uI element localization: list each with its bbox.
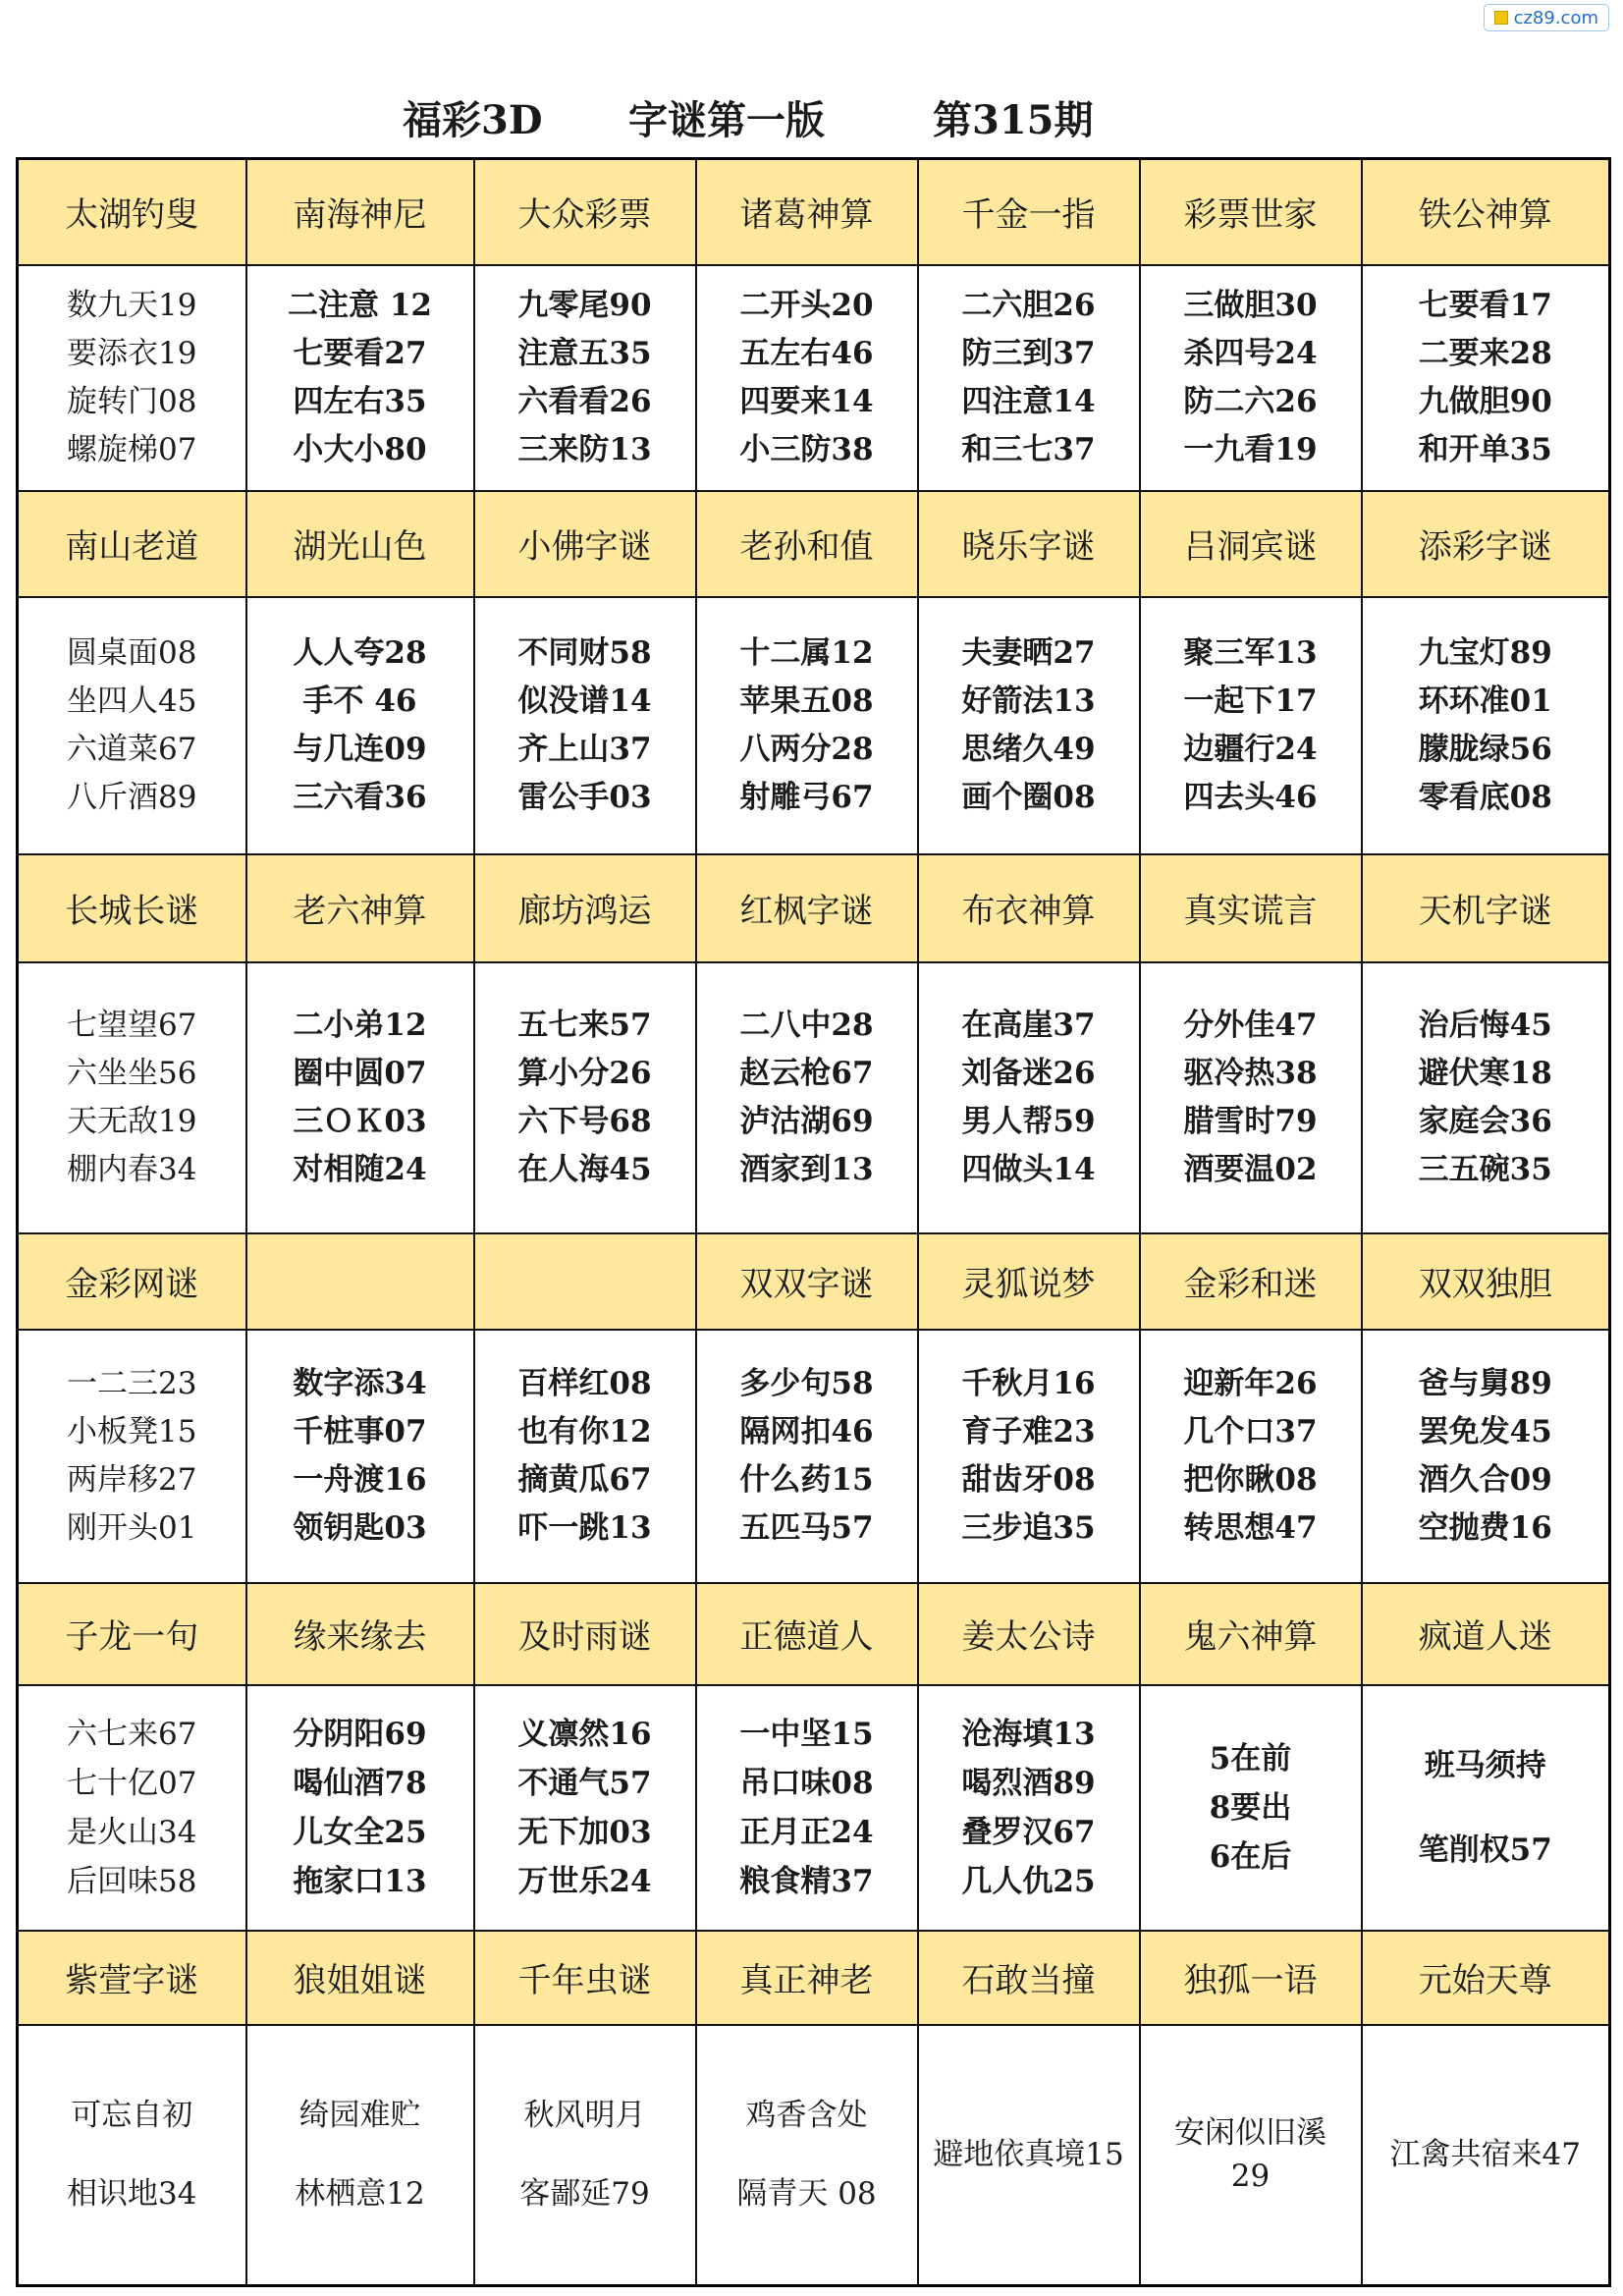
column-header: 真实谎言 bbox=[1140, 854, 1362, 962]
puzzle-line: 在高崖37 bbox=[961, 1007, 1096, 1043]
puzzle-line: 多少句58 bbox=[739, 1365, 874, 1401]
content-row bbox=[18, 597, 1610, 854]
column-header: 南海神尼 bbox=[246, 159, 474, 265]
content-row bbox=[18, 1685, 1610, 1931]
puzzle-line: 三来防13 bbox=[517, 431, 652, 467]
puzzle-line: 8要出 bbox=[1209, 1789, 1292, 1826]
puzzle-line: 5在前 bbox=[1209, 1740, 1292, 1777]
puzzle-cell bbox=[696, 265, 918, 491]
column-header: 吕洞宾谜 bbox=[1140, 491, 1362, 597]
puzzle-line: 几个口37 bbox=[1183, 1413, 1318, 1449]
column-header: 天机字谜 bbox=[1362, 854, 1610, 962]
puzzle-line: 腊雪时79 bbox=[1183, 1103, 1318, 1139]
puzzle-line: 似没谱14 bbox=[517, 683, 652, 719]
column-header: 双双字谜 bbox=[696, 1233, 918, 1330]
puzzle-line: 林栖意12 bbox=[295, 2176, 425, 2213]
puzzle-cell bbox=[696, 962, 918, 1233]
puzzle-line: 育子难23 bbox=[961, 1413, 1096, 1449]
column-header: 双双独胆 bbox=[1362, 1233, 1610, 1330]
line-gap bbox=[19, 2137, 245, 2172]
puzzle-line: 一中坚15 bbox=[739, 1716, 874, 1752]
puzzle-cell bbox=[18, 2025, 246, 2286]
puzzle-cell bbox=[18, 1685, 246, 1931]
puzzle-line: 六看看26 bbox=[517, 383, 652, 419]
puzzle-line: 要添衣19 bbox=[67, 335, 197, 371]
puzzle-line: 儿女全25 bbox=[293, 1814, 427, 1850]
puzzle-cell bbox=[18, 962, 246, 1233]
puzzle-line: 六道菜67 bbox=[67, 731, 197, 767]
puzzle-line: 六七来67 bbox=[67, 1716, 197, 1752]
puzzle-line: 领钥匙03 bbox=[293, 1509, 427, 1546]
watermark-badge bbox=[1484, 4, 1609, 31]
puzzle-line: 四去头46 bbox=[1183, 779, 1318, 815]
column-header: 千金一指 bbox=[918, 159, 1140, 265]
puzzle-line: 三做胆30 bbox=[1183, 287, 1318, 323]
content-row bbox=[18, 1330, 1610, 1583]
puzzle-cell bbox=[246, 597, 474, 854]
puzzle-line: 江禽共宿来47 bbox=[1389, 2137, 1581, 2173]
puzzle-line: 秋风明月 bbox=[523, 2098, 646, 2134]
puzzle-cell bbox=[18, 265, 246, 491]
puzzle-line: 万世乐24 bbox=[517, 1863, 652, 1899]
column-header: 小佛字谜 bbox=[474, 491, 696, 597]
puzzle-line: 分阴阳69 bbox=[293, 1716, 427, 1752]
line-gap bbox=[475, 2137, 695, 2172]
column-header: 狼姐姐谜 bbox=[246, 1931, 474, 2025]
puzzle-line: 六坐坐56 bbox=[67, 1055, 197, 1091]
puzzle-cell bbox=[1140, 265, 1362, 491]
puzzle-line: 迎新年26 bbox=[1183, 1365, 1318, 1401]
puzzle-cell bbox=[1362, 962, 1610, 1233]
puzzle-line: 鸡香含处 bbox=[745, 2098, 868, 2134]
puzzle-line: 八斤酒89 bbox=[67, 779, 197, 815]
puzzle-line: 四要来14 bbox=[739, 383, 874, 419]
puzzle-line: 旋转门08 bbox=[67, 383, 197, 419]
puzzle-line: 酒久合09 bbox=[1418, 1461, 1552, 1498]
puzzle-line: 与几连09 bbox=[293, 731, 427, 767]
puzzle-cell bbox=[474, 1685, 696, 1931]
column-header: 缘来缘去 bbox=[246, 1583, 474, 1685]
puzzle-line: 粮食精37 bbox=[739, 1863, 874, 1899]
puzzle-line: 四注意14 bbox=[961, 383, 1096, 419]
puzzle-line: 刚开头01 bbox=[67, 1509, 197, 1546]
puzzle-line: 防二六26 bbox=[1183, 383, 1318, 419]
puzzle-line: 五匹马57 bbox=[739, 1509, 874, 1546]
puzzle-line: 二六胆26 bbox=[961, 287, 1096, 323]
puzzle-line: 绮园难贮 bbox=[298, 2098, 421, 2134]
puzzle-line: 转思想47 bbox=[1183, 1509, 1318, 1546]
column-header: 元始天尊 bbox=[1362, 1931, 1610, 2025]
puzzle-cell bbox=[246, 2025, 474, 2286]
puzzle-line: 驱冷热38 bbox=[1183, 1055, 1318, 1091]
puzzle-line: 四左右35 bbox=[293, 383, 427, 419]
puzzle-line: 九零尾90 bbox=[517, 287, 652, 323]
puzzle-line: 喝烈酒89 bbox=[961, 1765, 1096, 1801]
column-header: 疯道人迷 bbox=[1362, 1583, 1610, 1685]
puzzle-line: 九宝灯89 bbox=[1418, 634, 1552, 671]
column-header: 诸葛神算 bbox=[696, 159, 918, 265]
puzzle-line: 二开头20 bbox=[739, 287, 874, 323]
puzzle-line: 朦胧绿56 bbox=[1418, 731, 1552, 767]
puzzle-line: 家庭会36 bbox=[1418, 1103, 1552, 1139]
content-row bbox=[18, 962, 1610, 1233]
puzzle-cell bbox=[246, 1685, 474, 1931]
puzzle-cell bbox=[1140, 1685, 1362, 1931]
column-header: 南山老道 bbox=[18, 491, 246, 597]
column-header: 铁公神算 bbox=[1362, 159, 1610, 265]
column-header: 正德道人 bbox=[696, 1583, 918, 1685]
puzzle-cell bbox=[1140, 2025, 1362, 2286]
puzzle-grid bbox=[16, 157, 1611, 2287]
puzzle-line: 千秋月16 bbox=[961, 1365, 1096, 1401]
puzzle-line: 夫妻晒27 bbox=[961, 634, 1096, 671]
puzzle-line: 七要看17 bbox=[1418, 287, 1552, 323]
puzzle-line: 空抛费16 bbox=[1418, 1509, 1552, 1546]
puzzle-line: 苹果五08 bbox=[739, 683, 874, 719]
puzzle-line: 画个圈08 bbox=[961, 779, 1096, 815]
column-header: 石敢当撞 bbox=[918, 1931, 1140, 2025]
puzzle-line: 一二三23 bbox=[67, 1365, 197, 1401]
column-header: 紫萱字谜 bbox=[18, 1931, 246, 2025]
watermark-text: cz89.com bbox=[1513, 7, 1598, 28]
puzzle-line: 爸与舅89 bbox=[1418, 1365, 1552, 1401]
column-header: 红枫字谜 bbox=[696, 854, 918, 962]
puzzle-line: 班马须持 bbox=[1424, 1747, 1546, 1783]
puzzle-line: 隔青天 08 bbox=[736, 2176, 877, 2213]
puzzle-line: 一舟渡16 bbox=[293, 1461, 427, 1498]
puzzle-line: 二小弟12 bbox=[293, 1007, 427, 1043]
puzzle-line: 人人夸28 bbox=[293, 634, 427, 671]
column-header: 添彩字谜 bbox=[1362, 491, 1610, 597]
puzzle-cell bbox=[1140, 1330, 1362, 1583]
header-row bbox=[18, 1931, 1610, 2025]
puzzle-line: 思绪久49 bbox=[961, 731, 1096, 767]
puzzle-line: 是火山34 bbox=[67, 1814, 197, 1850]
column-header: 独孤一语 bbox=[1140, 1931, 1362, 2025]
puzzle-cell bbox=[696, 1685, 918, 1931]
title-name: 字谜第一版 bbox=[628, 96, 825, 143]
puzzle-line: 摘黄瓜67 bbox=[517, 1461, 652, 1498]
puzzle-line: 七十亿07 bbox=[67, 1765, 197, 1801]
puzzle-line: 千桩事07 bbox=[293, 1413, 427, 1449]
puzzle-line: 隔网扣46 bbox=[739, 1413, 874, 1449]
column-header: 长城长谜 bbox=[18, 854, 246, 962]
header-row bbox=[18, 491, 1610, 597]
puzzle-line: 齐上山37 bbox=[517, 731, 652, 767]
column-header: 千年虫谜 bbox=[474, 1931, 696, 2025]
puzzle-cell bbox=[18, 597, 246, 854]
puzzle-line: 什么药15 bbox=[739, 1461, 874, 1498]
puzzle-line: 棚内春34 bbox=[67, 1151, 197, 1187]
puzzle-line: 不通气57 bbox=[517, 1765, 652, 1801]
puzzle-line: 可忘自初 bbox=[71, 2098, 193, 2134]
puzzle-line: 七望望67 bbox=[67, 1007, 197, 1043]
column-header: 灵狐说梦 bbox=[918, 1233, 1140, 1330]
title-issue: 第315期 bbox=[933, 96, 1094, 143]
puzzle-line: 螺旋梯07 bbox=[67, 431, 197, 467]
column-header: 布衣神算 bbox=[918, 854, 1140, 962]
puzzle-line: 吊口味08 bbox=[739, 1765, 874, 1801]
puzzle-line: 三步追35 bbox=[961, 1509, 1096, 1546]
column-header: 晓乐字谜 bbox=[918, 491, 1140, 597]
column-header: 彩票世家 bbox=[1140, 159, 1362, 265]
puzzle-line: 一起下17 bbox=[1183, 683, 1318, 719]
puzzle-line: 小三防38 bbox=[739, 431, 874, 467]
puzzle-cell bbox=[696, 1330, 918, 1583]
puzzle-line: 防三到37 bbox=[961, 335, 1096, 371]
puzzle-line: 甜齿牙08 bbox=[961, 1461, 1096, 1498]
page-title bbox=[403, 86, 1129, 147]
column-header: 大众彩票 bbox=[474, 159, 696, 265]
puzzle-line: 吓一跳13 bbox=[517, 1509, 652, 1546]
column-header: 金彩和迷 bbox=[1140, 1233, 1362, 1330]
puzzle-cell bbox=[696, 2025, 918, 2286]
column-header: 老六神算 bbox=[246, 854, 474, 962]
site-logo-icon bbox=[1494, 11, 1508, 25]
header-row bbox=[18, 1583, 1610, 1685]
puzzle-cell bbox=[474, 962, 696, 1233]
puzzle-cell bbox=[474, 1330, 696, 1583]
puzzle-line: 小板凳15 bbox=[67, 1413, 197, 1449]
puzzle-line: 七要看27 bbox=[293, 335, 427, 371]
puzzle-line: 手不 46 bbox=[302, 683, 417, 719]
puzzle-line: 不同财58 bbox=[517, 634, 652, 671]
column-header bbox=[246, 1233, 474, 1330]
puzzle-line: 正月正24 bbox=[739, 1814, 874, 1850]
puzzle-line: 泸沽湖69 bbox=[739, 1103, 874, 1139]
puzzle-line: 五左右46 bbox=[739, 335, 874, 371]
puzzle-cell bbox=[918, 1330, 1140, 1583]
puzzle-line: 酒家到13 bbox=[739, 1151, 874, 1187]
line-gap bbox=[697, 2137, 917, 2172]
column-header: 真正神老 bbox=[696, 1931, 918, 2025]
puzzle-line: 圆桌面08 bbox=[67, 634, 197, 671]
column-header: 湖光山色 bbox=[246, 491, 474, 597]
puzzle-line: 二八中28 bbox=[739, 1007, 874, 1043]
puzzle-line: 射雕弓67 bbox=[739, 779, 874, 815]
content-row bbox=[18, 2025, 1610, 2286]
puzzle-line: 两岸移27 bbox=[67, 1461, 197, 1498]
puzzle-cell bbox=[918, 1685, 1140, 1931]
puzzle-line: 天无敌19 bbox=[67, 1103, 197, 1139]
puzzle-line: 百样红08 bbox=[517, 1365, 652, 1401]
column-header: 及时雨谜 bbox=[474, 1583, 696, 1685]
puzzle-line: 杀四号24 bbox=[1183, 335, 1318, 371]
puzzle-line: 八两分28 bbox=[739, 731, 874, 767]
puzzle-cell bbox=[1362, 2025, 1610, 2286]
column-header bbox=[474, 1233, 696, 1330]
puzzle-line: 四做头14 bbox=[961, 1151, 1096, 1187]
puzzle-line: 聚三军13 bbox=[1183, 634, 1318, 671]
puzzle-line: 相识地34 bbox=[67, 2176, 197, 2213]
puzzle-line: 十二属12 bbox=[739, 634, 874, 671]
puzzle-line: 九做胆90 bbox=[1418, 383, 1552, 419]
puzzle-line: 避伏寒18 bbox=[1418, 1055, 1552, 1091]
header-row bbox=[18, 854, 1610, 962]
puzzle-line: 边疆行24 bbox=[1183, 731, 1318, 767]
puzzle-line: 客鄙延79 bbox=[519, 2176, 650, 2213]
title-lottery: 福彩3D bbox=[403, 96, 543, 143]
puzzle-cell bbox=[474, 597, 696, 854]
puzzle-cell bbox=[918, 265, 1140, 491]
puzzle-line: 叠罗汉67 bbox=[961, 1814, 1096, 1850]
puzzle-line: 6在后 bbox=[1209, 1838, 1292, 1875]
puzzle-cell bbox=[246, 962, 474, 1233]
column-header: 廊坊鸿运 bbox=[474, 854, 696, 962]
puzzle-line: 三五碗35 bbox=[1418, 1151, 1552, 1187]
puzzle-cell bbox=[1362, 1330, 1610, 1583]
puzzle-line: 分外佳47 bbox=[1183, 1007, 1318, 1043]
puzzle-line: 酒要温02 bbox=[1183, 1151, 1318, 1187]
puzzle-cell bbox=[246, 1330, 474, 1583]
puzzle-cell bbox=[246, 265, 474, 491]
puzzle-line: 安闲似旧溪 bbox=[1174, 2115, 1326, 2152]
puzzle-line: 圈中圆07 bbox=[293, 1055, 427, 1091]
puzzle-line: 治后悔45 bbox=[1418, 1007, 1552, 1043]
puzzle-line: 注意五35 bbox=[517, 335, 652, 371]
column-header: 金彩网谜 bbox=[18, 1233, 246, 1330]
puzzle-line: 三ＯＫ03 bbox=[293, 1103, 427, 1139]
puzzle-line: 几人仇25 bbox=[961, 1863, 1096, 1899]
puzzle-line: 笔削权57 bbox=[1418, 1831, 1552, 1868]
puzzle-line: 好箭法13 bbox=[961, 683, 1096, 719]
puzzle-line: 二要来28 bbox=[1418, 335, 1552, 371]
puzzle-line: 义凛然16 bbox=[517, 1716, 652, 1752]
header-row bbox=[18, 1233, 1610, 1330]
puzzle-cell bbox=[1362, 597, 1610, 854]
puzzle-cell bbox=[18, 1330, 246, 1583]
puzzle-cell bbox=[696, 597, 918, 854]
puzzle-cell bbox=[1362, 265, 1610, 491]
puzzle-cell bbox=[474, 2025, 696, 2286]
puzzle-line: 无下加03 bbox=[517, 1814, 652, 1850]
puzzle-cell bbox=[918, 597, 1140, 854]
puzzle-line: 坐四人45 bbox=[67, 683, 197, 719]
puzzle-line: 雷公手03 bbox=[517, 779, 652, 815]
puzzle-line: 29 bbox=[1230, 2159, 1271, 2195]
puzzle-cell bbox=[918, 962, 1140, 1233]
puzzle-line: 数字添34 bbox=[293, 1365, 427, 1401]
line-gap bbox=[1363, 1790, 1609, 1826]
column-header: 老孙和值 bbox=[696, 491, 918, 597]
puzzle-line: 拖家口13 bbox=[293, 1863, 427, 1899]
puzzle-line: 五七来57 bbox=[517, 1007, 652, 1043]
column-header: 太湖钓叟 bbox=[18, 159, 246, 265]
puzzle-line: 环环准01 bbox=[1418, 683, 1552, 719]
puzzle-line: 刘备迷26 bbox=[961, 1055, 1096, 1091]
line-gap bbox=[247, 2137, 473, 2172]
puzzle-line: 对相随24 bbox=[293, 1151, 427, 1187]
puzzle-line: 赵云枪67 bbox=[739, 1055, 874, 1091]
puzzle-line: 一九看19 bbox=[1183, 431, 1318, 467]
puzzle-line: 沧海填13 bbox=[961, 1716, 1096, 1752]
puzzle-line: 和开单35 bbox=[1418, 431, 1552, 467]
puzzle-line: 把你瞅08 bbox=[1183, 1461, 1318, 1498]
puzzle-cell bbox=[918, 2025, 1140, 2286]
puzzle-line: 男人帮59 bbox=[961, 1103, 1096, 1139]
puzzle-line: 后回味58 bbox=[67, 1863, 197, 1899]
puzzle-cell bbox=[1140, 962, 1362, 1233]
puzzle-line: 也有你12 bbox=[517, 1413, 652, 1449]
puzzle-line: 算小分26 bbox=[517, 1055, 652, 1091]
column-header: 鬼六神算 bbox=[1140, 1583, 1362, 1685]
puzzle-line: 三六看36 bbox=[293, 779, 427, 815]
puzzle-line: 喝仙酒78 bbox=[293, 1765, 427, 1801]
puzzle-cell bbox=[1140, 597, 1362, 854]
puzzle-line: 和三七37 bbox=[961, 431, 1096, 467]
header-row bbox=[18, 159, 1610, 265]
puzzle-line: 小大小80 bbox=[293, 431, 427, 467]
puzzle-line: 避地依真境15 bbox=[933, 2137, 1124, 2173]
puzzle-line: 在人海45 bbox=[517, 1151, 652, 1187]
column-header: 姜太公诗 bbox=[918, 1583, 1140, 1685]
puzzle-line: 罢免发45 bbox=[1418, 1413, 1552, 1449]
puzzle-line: 二注意 12 bbox=[288, 287, 432, 323]
puzzle-cell bbox=[1362, 1685, 1610, 1931]
column-header: 子龙一句 bbox=[18, 1583, 246, 1685]
puzzle-cell bbox=[474, 265, 696, 491]
puzzle-line: 数九天19 bbox=[67, 287, 197, 323]
puzzle-line: 六下号68 bbox=[517, 1103, 652, 1139]
puzzle-line: 零看底08 bbox=[1418, 779, 1552, 815]
content-row bbox=[18, 265, 1610, 491]
